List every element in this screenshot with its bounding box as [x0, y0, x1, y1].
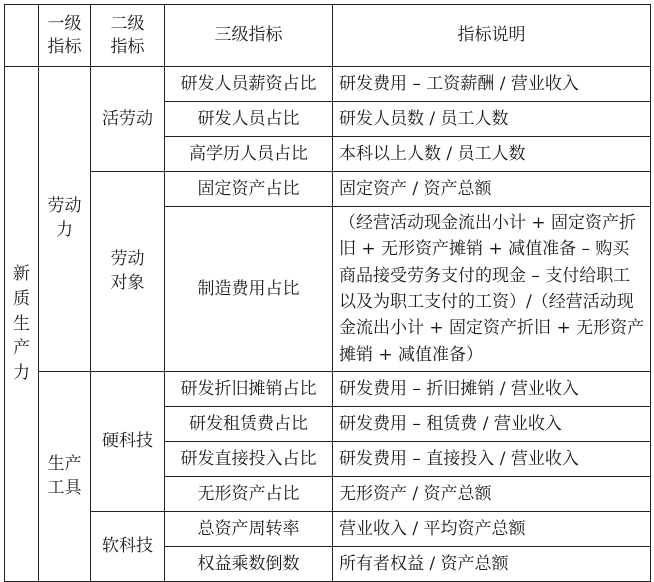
- indicator-cell: 总资产周转率: [165, 512, 333, 547]
- description-cell: 研发费用 – 工资薪酬 / 营业收入: [333, 67, 651, 102]
- level2-cell-tools: 生产工具: [39, 372, 91, 582]
- header-blank-cell: [5, 5, 39, 67]
- level3-cell-ying: 硬科技: [91, 372, 165, 512]
- level3-cell-duixiang: 劳动对象: [91, 172, 165, 372]
- indicator-cell: 高学历人员占比: [165, 137, 333, 172]
- description-cell: 无形资产 / 资产总额: [333, 477, 651, 512]
- indicator-cell: 研发租赁费占比: [165, 407, 333, 442]
- indicator-cell: 研发折旧摊销占比: [165, 372, 333, 407]
- indicator-cell: 无形资产占比: [165, 477, 333, 512]
- table-row: [5, 512, 651, 547]
- description-cell: 研发费用 – 直接投入 / 营业收入: [333, 442, 651, 477]
- table-row: [5, 172, 651, 207]
- indicator-table: [4, 4, 651, 582]
- indicator-cell: 固定资产占比: [165, 172, 333, 207]
- description-cell: 研发人员数 / 员工人数: [333, 102, 651, 137]
- table-row: [5, 372, 651, 407]
- description-cell: 本科以上人数 / 员工人数: [333, 137, 651, 172]
- description-cell: 研发费用 – 折旧摊销 / 营业收入: [333, 372, 651, 407]
- indicator-cell: 权益乘数倒数: [165, 547, 333, 582]
- table-row: [5, 67, 651, 102]
- header-row: [5, 5, 651, 67]
- description-cell: （经营活动现金流出小计 + 固定资产折旧 + 无形资产摊销 + 减值准备 – 购买商品接受劳务支付的现金 – 支付给职工以及为职工支付的工资）/（经营活动现金流出小计 + 固定资产折旧 + 无形资产摊销 + 减值准备）: [333, 207, 651, 372]
- header-level2: 二级指标: [91, 5, 165, 67]
- header-level1: 一级指标: [39, 5, 91, 67]
- indicator-cell: 研发直接投入占比: [165, 442, 333, 477]
- header-description: 指标说明: [333, 5, 651, 67]
- description-cell: 固定资产 / 资产总额: [333, 172, 651, 207]
- level3-cell-huo: 活劳动: [91, 67, 165, 172]
- header-level3: 三级指标: [165, 5, 333, 67]
- indicator-cell: 研发人员占比: [165, 102, 333, 137]
- level1-cell: 新质生产力: [5, 67, 39, 582]
- description-cell: 营业收入 / 平均资产总额: [333, 512, 651, 547]
- level3-cell-ruan: 软科技: [91, 512, 165, 582]
- description-cell: 所有者权益 / 资产总额: [333, 547, 651, 582]
- description-cell: 研发费用 – 租赁费 / 营业收入: [333, 407, 651, 442]
- level2-cell-labor: 劳动力: [39, 67, 91, 372]
- indicator-cell: 制造费用占比: [165, 207, 333, 372]
- indicator-cell: 研发人员薪资占比: [165, 67, 333, 102]
